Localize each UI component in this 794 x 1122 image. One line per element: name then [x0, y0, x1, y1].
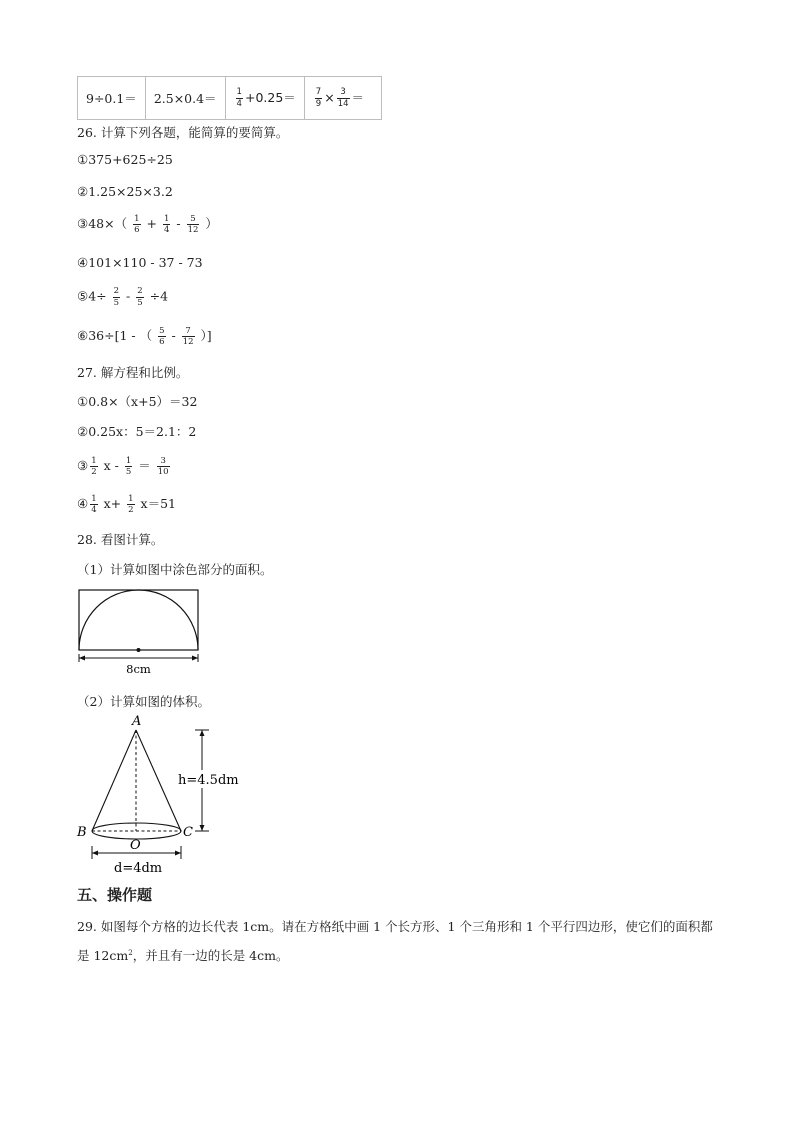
q26-item-6: ⑥36÷[1 - （ $\frac{5}{6}$ - $\frac{7}{12}$ ）] [77, 325, 212, 347]
calc-cell-2: 2.5×0.4＝ [145, 77, 225, 120]
q26-item-5: ⑤4÷ $\frac{2}{5}$ - $\frac{2}{5}$ ÷4 [77, 286, 169, 308]
calc-cell-3: $\frac{1}{4}$ +0.25＝ [225, 77, 304, 120]
q27-item-3: ③ $\frac{1}{2}$ x - $\frac{1}{5}$ ＝ $\frac{3}{10}$ [77, 455, 169, 477]
semicircle-figure [74, 586, 206, 678]
height-label: h=4.5dm [178, 773, 239, 788]
apex-label-A: A [132, 714, 142, 729]
q26-item-4: ④101×110 - 37 - 73 [77, 255, 203, 270]
q26-item-2: ②1.25×25×3.2 [77, 184, 173, 199]
q27-title: 27. 解方程和比例。 [77, 365, 189, 380]
calc-table [77, 76, 382, 120]
width-label: 8cm [126, 662, 151, 676]
q29-text: 29. 如图每个方格的边长代表 1cm。请在方格纸中画 1 个长方形、1 个三角形和 1 个平行四边形，使它们的面积都是 $12cm^2$，并且有一边的长是 4cm。 [77, 919, 713, 964]
q28-title: 28. 看图计算。 [77, 532, 164, 547]
calc-cell-4: $\frac{7}{9}$ × $\frac{3}{14}$ ＝ [304, 77, 381, 120]
section-heading: 五、操作题 [77, 886, 153, 904]
center-dot [137, 648, 141, 652]
q27-item-4: ④ $\frac{1}{4}$ x+ $\frac{1}{2}$ x＝51 [77, 493, 177, 515]
semicircle-arc [79, 590, 198, 650]
q26-title: 26. 计算下列各题，能简算的要简算。 [77, 125, 289, 140]
q26-item-3: ③48×（ $\frac{1}{6}$ + $\frac{1}{4}$ - $\frac{5}{12}$ ） [77, 213, 218, 235]
q27-item-1: ①0.8×（x+5）＝32 [77, 394, 198, 409]
rectangle-outline [79, 590, 198, 650]
q28-part1-text: （1）计算如图中涂色部分的面积。 [77, 562, 273, 577]
point-label-C: C [183, 825, 193, 840]
point-label-B: B [77, 825, 87, 840]
q27-item-2: ②0.25x：5＝2.1：2 [77, 424, 197, 439]
center-label-O: O [130, 838, 141, 853]
q26-item-1: ①375+625÷25 [77, 152, 173, 167]
cone-figure [72, 710, 252, 875]
calc-cell-1: 9÷0.1＝ [78, 77, 146, 120]
q28-part2-text: （2）计算如图的体积。 [77, 694, 210, 709]
diameter-label: d=4dm [114, 861, 163, 875]
